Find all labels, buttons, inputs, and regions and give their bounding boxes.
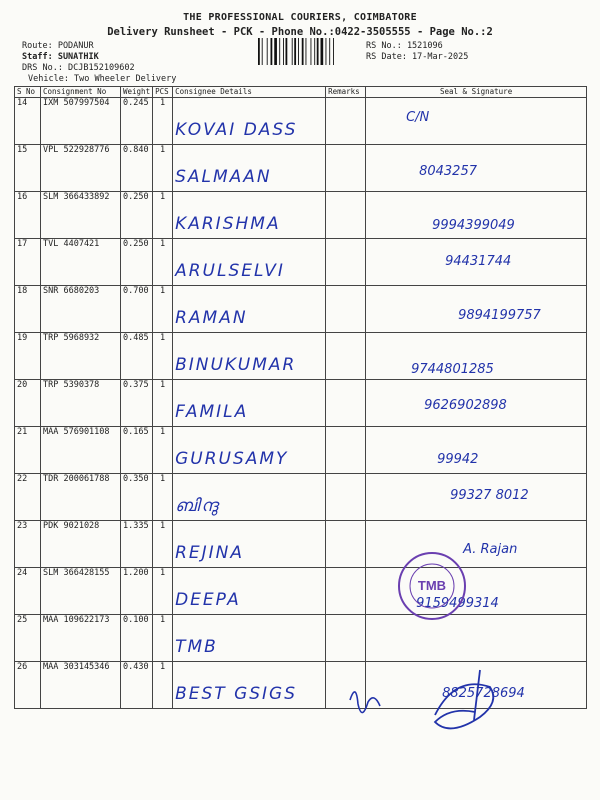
- table-header-row: [15, 87, 587, 98]
- handwritten-consignee-name: BEST GSIGS: [175, 684, 298, 704]
- barcode-bar: [292, 38, 293, 65]
- row-consignment-no: IXM 507997504: [41, 98, 121, 145]
- row-consignee-details: [173, 192, 326, 239]
- row-signature-cell: [366, 145, 587, 192]
- handwritten-signature: 9626902898: [424, 398, 507, 413]
- row-weight: 0.250: [121, 192, 153, 239]
- row-consignee-details: [173, 474, 326, 521]
- row-weight: 0.430: [121, 662, 153, 709]
- row-signature-cell: [366, 192, 587, 239]
- handwritten-consignee-name: REJINA: [175, 543, 245, 563]
- vehicle-label: Vehicle: Two Wheeler Delivery: [28, 74, 177, 84]
- row-signature-cell: [366, 98, 587, 145]
- row-consignee-details: [173, 427, 326, 474]
- barcode-bar: [286, 38, 288, 65]
- row-weight: 1.200: [121, 568, 153, 615]
- row-consignee-details: [173, 662, 326, 709]
- handwritten-signature: 9159499314: [416, 596, 499, 611]
- handwritten-signature: 8825728694: [442, 686, 525, 701]
- row-sno: 24: [15, 568, 41, 615]
- handwritten-consignee-name: RAMAN: [175, 308, 248, 328]
- runsheet-table: [14, 86, 587, 709]
- row-weight: 0.100: [121, 615, 153, 662]
- row-weight: 1.335: [121, 521, 153, 568]
- row-consignment-no: TDR 200061788: [41, 474, 121, 521]
- rs-number: RS No.: 1521096: [366, 41, 443, 51]
- barcode-bar: [329, 38, 330, 65]
- handwritten-consignee-name: BINUKUMAR: [175, 355, 297, 375]
- row-sno: 20: [15, 380, 41, 427]
- row-sno: 23: [15, 521, 41, 568]
- table-row: [15, 521, 587, 568]
- handwritten-signature: 9994399049: [432, 218, 515, 233]
- row-remarks: [326, 568, 366, 615]
- row-remarks: [326, 380, 366, 427]
- row-consignee-details: [173, 98, 326, 145]
- barcode-bar: [302, 38, 304, 65]
- barcode-bar: [279, 38, 280, 65]
- drs-number: DRS No.: DCJB152109602: [22, 63, 135, 73]
- col-header-sno: S No: [15, 87, 41, 98]
- row-pcs: 1: [153, 286, 173, 333]
- row-consignee-details: [173, 333, 326, 380]
- row-signature-cell: [366, 239, 587, 286]
- handwritten-signature: 9894199757: [458, 308, 541, 323]
- row-remarks: [326, 192, 366, 239]
- table-row: [15, 615, 587, 662]
- table-row: [15, 427, 587, 474]
- barcode-bar: [317, 38, 319, 65]
- row-sno: 21: [15, 427, 41, 474]
- row-consignment-no: TVL 4407421: [41, 239, 121, 286]
- handwritten-signature: 94431744: [445, 254, 512, 269]
- handwritten-consignee-name: KOVAI DASS: [175, 120, 298, 140]
- barcode-bar: [258, 38, 260, 65]
- row-consignee-details: [173, 521, 326, 568]
- row-consignment-no: TRP 5390378: [41, 380, 121, 427]
- row-consignment-no: VPL 522928776: [41, 145, 121, 192]
- row-weight: 0.485: [121, 333, 153, 380]
- row-pcs: 1: [153, 427, 173, 474]
- row-consignee-details: [173, 380, 326, 427]
- document-subtitle: Delivery Runsheet - PCK - Phone No.:0422-3505555 - Page No.:2: [107, 26, 493, 38]
- row-weight: 0.700: [121, 286, 153, 333]
- row-consignment-no: MAA 576901108: [41, 427, 121, 474]
- barcode-bar: [321, 38, 324, 65]
- handwritten-consignee-name: GURUSAMY: [175, 449, 289, 469]
- barcode-bar: [326, 38, 327, 65]
- row-sno: 22: [15, 474, 41, 521]
- barcode-bar: [262, 38, 263, 65]
- row-remarks: [326, 615, 366, 662]
- bottom-signatures: [340, 660, 520, 750]
- barcode-bar: [311, 38, 312, 65]
- row-pcs: 1: [153, 192, 173, 239]
- col-header-weight: Weight: [121, 87, 153, 98]
- handwritten-consignee-name: DEEPA: [175, 590, 241, 610]
- row-signature-cell: [366, 286, 587, 333]
- barcode-bar: [298, 38, 299, 65]
- table-row: [15, 192, 587, 239]
- table-row: [15, 286, 587, 333]
- row-pcs: 1: [153, 521, 173, 568]
- handwritten-consignee-name: TMB: [175, 637, 218, 657]
- row-pcs: 1: [153, 239, 173, 286]
- row-remarks: [326, 521, 366, 568]
- route-label: Route: PODANUR: [22, 41, 94, 51]
- col-header-consignment: Consignment No: [41, 87, 121, 98]
- document-title: THE PROFESSIONAL COURIERS, COIMBATORE: [183, 12, 417, 23]
- handwritten-consignee-name: ARULSELVI: [175, 261, 285, 281]
- barcode-bar: [333, 38, 334, 65]
- row-signature-cell: [366, 427, 587, 474]
- table-row: [15, 474, 587, 521]
- table-row: [15, 333, 587, 380]
- row-sno: 17: [15, 239, 41, 286]
- row-sno: 14: [15, 98, 41, 145]
- row-pcs: 1: [153, 615, 173, 662]
- row-consignee-details: [173, 568, 326, 615]
- row-remarks: [326, 145, 366, 192]
- row-weight: 0.350: [121, 474, 153, 521]
- row-signature-cell: [366, 380, 587, 427]
- col-header-consignee: Consignee Details: [173, 87, 326, 98]
- barcode-bar: [271, 38, 273, 65]
- row-pcs: 1: [153, 568, 173, 615]
- row-pcs: 1: [153, 145, 173, 192]
- row-consignment-no: SNR 6680203: [41, 286, 121, 333]
- row-remarks: [326, 98, 366, 145]
- row-sno: 18: [15, 286, 41, 333]
- handwritten-signature: A. Rajan: [463, 542, 518, 557]
- row-sno: 16: [15, 192, 41, 239]
- handwritten-consignee-name: SALMAAN: [175, 167, 272, 187]
- barcode-bar: [283, 38, 284, 65]
- row-sno: 19: [15, 333, 41, 380]
- table-row: [15, 98, 587, 145]
- row-consignment-no: SLM 366428155: [41, 568, 121, 615]
- row-signature-cell: [366, 333, 587, 380]
- bank-seal-stamp: [396, 550, 468, 622]
- row-weight: 0.375: [121, 380, 153, 427]
- row-sno: 25: [15, 615, 41, 662]
- row-pcs: 1: [153, 380, 173, 427]
- handwritten-consignee-name: KARISHMA: [175, 214, 281, 234]
- row-consignment-no: SLM 366433892: [41, 192, 121, 239]
- handwritten-signature: 8043257: [419, 164, 477, 179]
- row-consignment-no: TRP 5968932: [41, 333, 121, 380]
- col-header-signature: Seal & Signature: [366, 87, 587, 98]
- row-remarks: [326, 286, 366, 333]
- rs-date: RS Date: 17-Mar-2025: [366, 52, 469, 62]
- svg-text:TMB: TMB: [417, 578, 447, 593]
- barcode-bar: [314, 38, 315, 65]
- row-weight: 0.245: [121, 98, 153, 145]
- handwritten-consignee-name: ബിന്ദു: [175, 496, 220, 516]
- col-header-remarks: Remarks: [326, 87, 366, 98]
- row-consignee-details: [173, 615, 326, 662]
- barcode-bar: [274, 38, 277, 65]
- table-row: [15, 145, 587, 192]
- staff-label: Staff: SUNATHIK: [22, 52, 99, 62]
- row-remarks: [326, 333, 366, 380]
- row-consignee-details: [173, 286, 326, 333]
- row-consignment-no: MAA 109622173: [41, 615, 121, 662]
- table-row: [15, 380, 587, 427]
- table-row: [15, 568, 587, 615]
- handwritten-signature: C/N: [406, 110, 430, 125]
- row-consignee-details: [173, 145, 326, 192]
- barcode: [257, 38, 359, 65]
- row-sno: 15: [15, 145, 41, 192]
- row-weight: 0.165: [121, 427, 153, 474]
- col-header-pcs: PCS: [153, 87, 173, 98]
- row-pcs: 1: [153, 98, 173, 145]
- barcode-bar: [294, 38, 296, 65]
- row-consignee-details: [173, 239, 326, 286]
- row-signature-cell: [366, 474, 587, 521]
- row-sno: 26: [15, 662, 41, 709]
- handwritten-signature: 99942: [437, 452, 479, 467]
- row-weight: 0.840: [121, 145, 153, 192]
- barcode-bar: [306, 38, 307, 65]
- row-remarks: [326, 474, 366, 521]
- barcode-bar: [267, 38, 268, 65]
- row-consignment-no: MAA 303145346: [41, 662, 121, 709]
- handwritten-signature: 99327 8012: [450, 488, 529, 503]
- row-remarks: [326, 427, 366, 474]
- handwritten-signature: 9744801285: [411, 362, 494, 377]
- row-pcs: 1: [153, 333, 173, 380]
- table-row: [15, 239, 587, 286]
- row-pcs: 1: [153, 474, 173, 521]
- row-consignment-no: PDK 9021028: [41, 521, 121, 568]
- row-weight: 0.250: [121, 239, 153, 286]
- row-pcs: 1: [153, 662, 173, 709]
- handwritten-consignee-name: FAMILA: [175, 402, 249, 422]
- row-remarks: [326, 239, 366, 286]
